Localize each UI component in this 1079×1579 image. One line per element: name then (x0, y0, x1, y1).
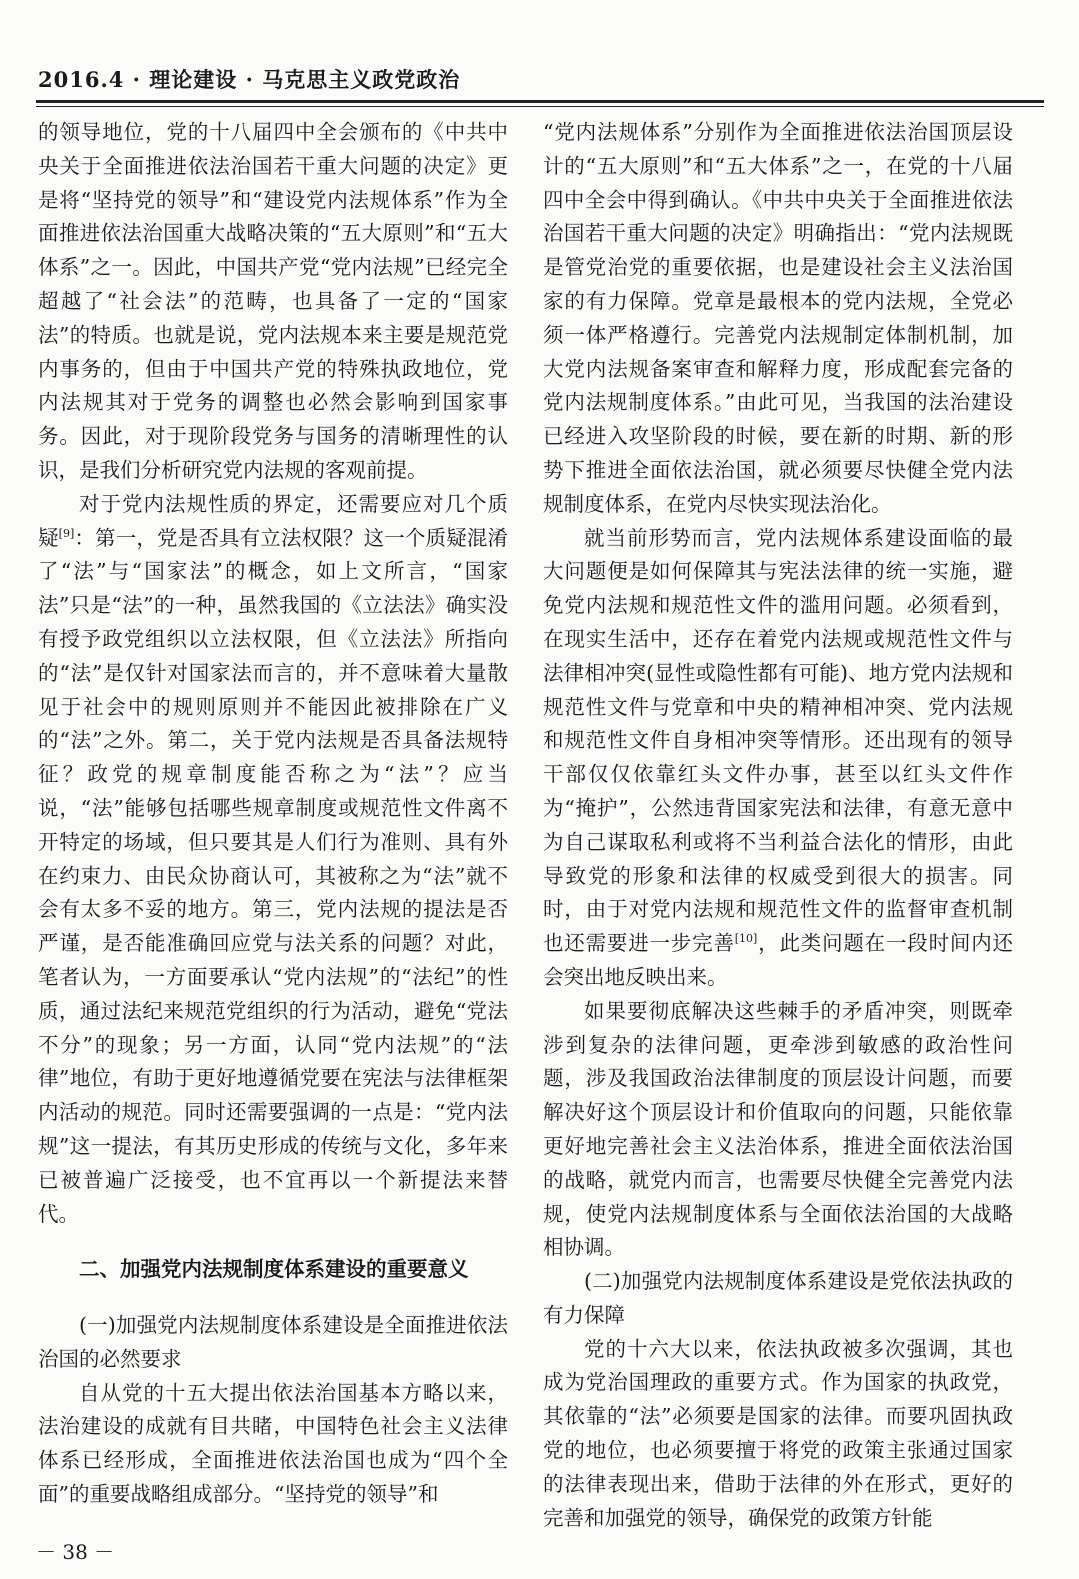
left-paragraph-2-text-b: ：第一，党是否具有立法权限？这一个质疑混淆了“法”与“国家法”的概念，如上文所言，“国家法”只是“法”的一种，虽然我国的《立法法》确实没有授予政党组织以立法权限，但《立法法》所指向的“法”是仅针对国家法而言的，并不意味着大量散见于社会中的规则原则并不能因此被排除在广义的“法”之外。第二，关于党内法规是否具备法规特征？政党的规章制度能否称之为“法”？应当说，“法”能够包括哪些规章制度或规范性文件离不开特定的场域，但只要其是人们行为准则、具有外在约束力、由民众协商认可，其被称之为“法”就不会有太多不妥的地方。第三，党内法规的提法是否严谨，是否能准确回应党与法关系的问题？对此，笔者认为，一方面要承认“党内法规”的“法纪”的性质，通过法纪来规范党组织的行为活动，避免“党法不分”的现象；另一方面，认同“党内法规”的“法律”地位，有助于更好地遵循党要在宪法与法律框架内活动的规范。同时还需要强调的一点是：“党内法规”这一提法，有其历史形成的传统与文化，多年来已被普遍广泛接受，也不宜再以一个新提法来替代。 (38, 525, 509, 1226)
right-paragraph-3: 如果要彻底解决这些棘手的矛盾冲突，则既牵涉到复杂的法律问题，更牵涉到敏感的政治性问题，涉及我国政治法律制度的顶层设计问题，而要解决好这个顶层设计和价值取向的问题，只能依靠更好地完善社会主义法治体系，推进全面依法治国的战略，就党内而言，也需要尽快健全完善党内法规，使党内法规制度体系与全面依法治国的大战略相协调。 (543, 998, 1013, 1260)
citation-9: [9] (58, 526, 75, 540)
header-rule-thick (36, 100, 1044, 103)
section-heading: 二、加强党内法规制度体系建设的重要意义 (79, 1257, 469, 1282)
subsection-1-heading: (一)加强党内法规制度体系建设是全面推进依法治国的必然要求 (38, 1313, 508, 1371)
right-paragraph-2-text-b: ，此类问题在一段时间内还会突出地反映出来。 (543, 931, 1014, 989)
subsection-2-heading: (二)加强党内法规制度体系建设是党依法执政的有力保障 (543, 1269, 1013, 1327)
right-paragraph-2-text-a: 就当前形势而言，党内法规体系建设面临的最大问题便是如何保障其与宪法法律的统一实施，避免党内法规和规范性文件的滥用问题。必须看到，在现实生活中，还存在着党内法规或规范性文件与法律相冲突(显性或隐性都有可能)、地方党内法规和规范性文件与党章和中央的精神相冲突、党内法规和规范性文件自身相冲突等情形。还出现有的领导干部仅仅依靠红头文件办事，甚至以红头文件作为“掩护”，公然违背国家宪法和法律，有意无意中为自己谋取私利或将不当利益合法化的情形，由此导致党的形象和法律的权威受到很大的损害。同时，由于对党内法规和规范性文件的监督审查机制也还需要进一步完善 (543, 525, 1013, 956)
right-paragraph-4: 党的十六大以来，依法执政被多次强调，其也成为党治国理政的重要方式。作为国家的执政党，其依靠的“法”必须要是国家的法律。而要巩固执政党的地位，也必须要擅于将党的政策主张通过国家的法律表现出来，借助于法律的外在形式，更好的完善和加强党的领导，确保党的政策方针能 (543, 1336, 1013, 1530)
left-paragraph-3: 自从党的十五大提出依法治国基本方略以来，法治建设的成就有目共睹，中国特色社会主义法律体系已经形成，全面推进依法治国也成为“四个全面”的重要战略组成部分。“坚持党的领导”和 (38, 1380, 508, 1507)
running-header: 2016.4 · 理论建设 · 马克思主义政党政治 (38, 67, 461, 92)
left-paragraph-1: 的领导地位，党的十八届四中全会颁布的《中共中央关于全面推进依法治国若干重大问题的决定》更是将“坚持党的领导”和“建设党内法规体系”作为全面推进依法治国重大战略决策的“五大原则”和“五大体系”之一。因此，中国共产党“党内法规”已经完全超越了“社会法”的范畴，也具备了一定的“国家法”的特质。也就是说，党内法规本来主要是规范党内事务的，但由于中国共产党的特殊执政地位，党内法规其对于党务的调整也必然会影响到国家事务。因此，对于现阶段党务与国务的清晰理性的认识，是我们分析研究党内法规的客观前提。 (38, 120, 508, 482)
page-number: － 38 － (36, 1540, 115, 1564)
right-paragraph-2 (543, 522, 1013, 995)
right-paragraph-1: “党内法规体系”分别作为全面推进依法治国顶层设计的“五大原则”和“五大体系”之一，在党的十八届四中全会中得到确认。《中共中央关于全面推进依法治国若干重大问题的决定》明确指出：“党内法规既是管党治党的重要依据，也是建设社会主义法治国家的有力保障。党章是最根本的党内法规，全党必须一体严格遵行。完善党内法规制定体制机制，加大党内法规备案审查和解释力度，形成配套完备的党内法规制度体系。”由此可见，当我国的法治建设已经进入攻坚阶段的时候，要在新的时期、新的形势下推进全面依法治国，就必须要尽快健全党内法规制度体系，在党内尽快实现法治化。 (543, 120, 1013, 516)
header-rule-thin (36, 106, 1044, 107)
left-paragraph-2-text-a: 对于党内法规性质的界定，还需要应对几个质疑 (38, 491, 508, 550)
citation-10: [10] (734, 932, 758, 946)
right-column (543, 116, 1013, 1535)
left-paragraph-2 (38, 488, 508, 1232)
left-column (38, 116, 508, 1512)
